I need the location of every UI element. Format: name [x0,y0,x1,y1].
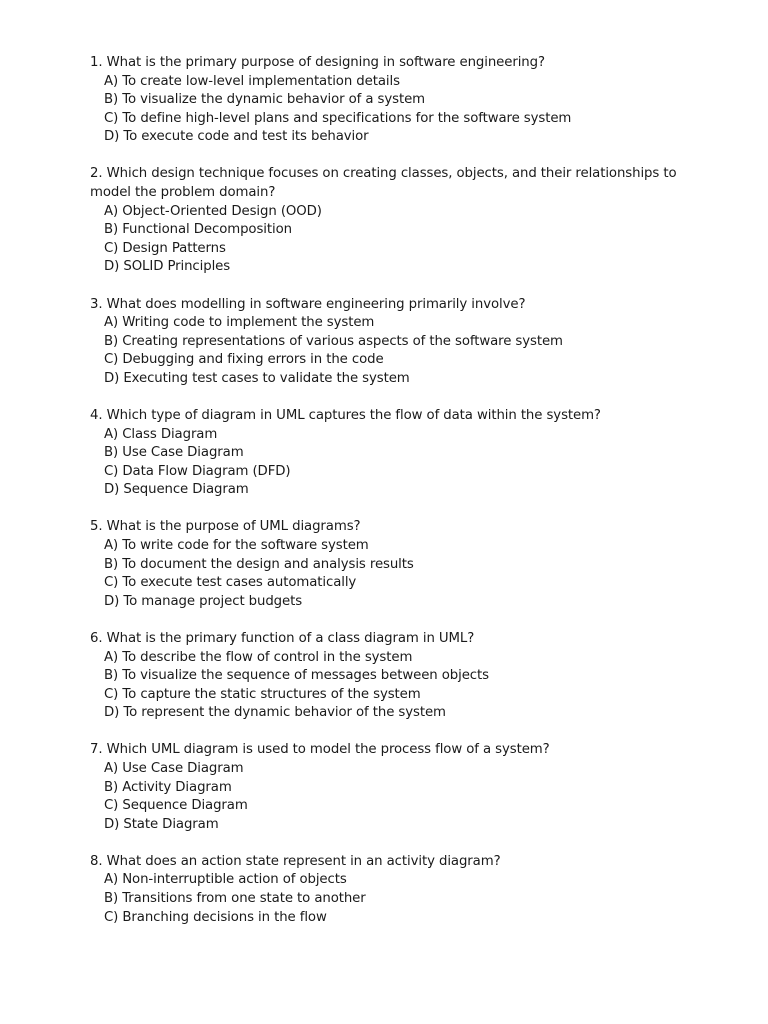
question-2 [90,165,690,277]
options-list [90,73,690,147]
option-a: A) Object-Oriented Design (OOD) [104,203,322,219]
option-c: C) To execute test cases automatically [104,575,357,591]
option-a: A) To write code for the software system [104,538,369,554]
options-list [90,203,690,277]
question-8 [90,853,690,927]
option-c: C) Branching decisions in the flow [104,909,327,925]
question-1 [90,54,690,147]
question-7 [90,741,690,834]
option-b: B) To document the design and analysis results [104,556,414,572]
options-list [90,537,690,611]
question-text: 1. What is the primary purpose of designing in software engineering? [90,55,545,70]
option-d: D) Sequence Diagram [104,482,249,498]
option-b: B) Use Case Diagram [104,445,244,461]
option-b: B) To visualize the sequence of messages between objects [104,668,489,684]
options-list [90,426,690,500]
option-a: A) Non-interruptible action of objects [104,872,347,888]
option-d: D) To represent the dynamic behavior of the system [104,705,446,721]
question-text: 5. What is the purpose of UML diagrams? [90,519,361,535]
option-b: B) Creating representations of various aspects of the software system [104,333,563,349]
question-6 [90,630,690,723]
option-d: D) SOLID Principles [104,259,231,275]
option-d: D) To manage project budgets [104,593,303,609]
option-a: A) To create low-level implementation details [104,73,400,89]
question-text: 2. Which design technique focuses on creating classes, objects, and their relationships to model the problem domain? [90,166,677,201]
question-text: 3. What does modelling in software engineering primarily involve? [90,296,526,312]
option-b: B) Transitions from one state to another [104,891,366,907]
options-list [90,871,690,927]
question-text: 6. What is the primary function of a class diagram in UML? [90,630,475,646]
option-c: C) To define high-level plans and specifications for the software system [104,110,572,126]
option-c: C) Design Patterns [104,240,226,256]
question-5 [90,518,690,611]
option-a: A) Writing code to implement the system [104,315,375,331]
option-b: B) Activity Diagram [104,779,232,795]
option-c: C) Debugging and fixing errors in the code [104,352,384,368]
option-b: B) Functional Decomposition [104,222,292,238]
option-a: A) Class Diagram [104,426,218,442]
question-4 [90,407,690,500]
options-list [90,760,690,834]
option-a: A) To describe the flow of control in the system [104,649,413,665]
option-a: A) Use Case Diagram [104,761,244,776]
options-list [90,314,690,388]
option-d: D) State Diagram [104,816,219,832]
option-c: C) Sequence Diagram [104,798,248,814]
option-d: D) To execute code and test its behavior [104,129,369,145]
option-d: D) Executing test cases to validate the system [104,370,410,386]
option-c: C) Data Flow Diagram (DFD) [104,463,291,479]
question-text: 8. What does an action state represent in an activity diagram? [90,853,501,869]
option-b: B) To visualize the dynamic behavior of a system [104,92,425,108]
question-text: 4. Which type of diagram in UML captures the flow of data within the system? [90,408,601,423]
question-3 [90,296,690,389]
question-text: 7. Which UML diagram is used to model the process flow of a system? [90,742,550,758]
options-list [90,649,690,723]
quiz-document [90,54,690,946]
option-c: C) To capture the static structures of the system [104,686,421,702]
